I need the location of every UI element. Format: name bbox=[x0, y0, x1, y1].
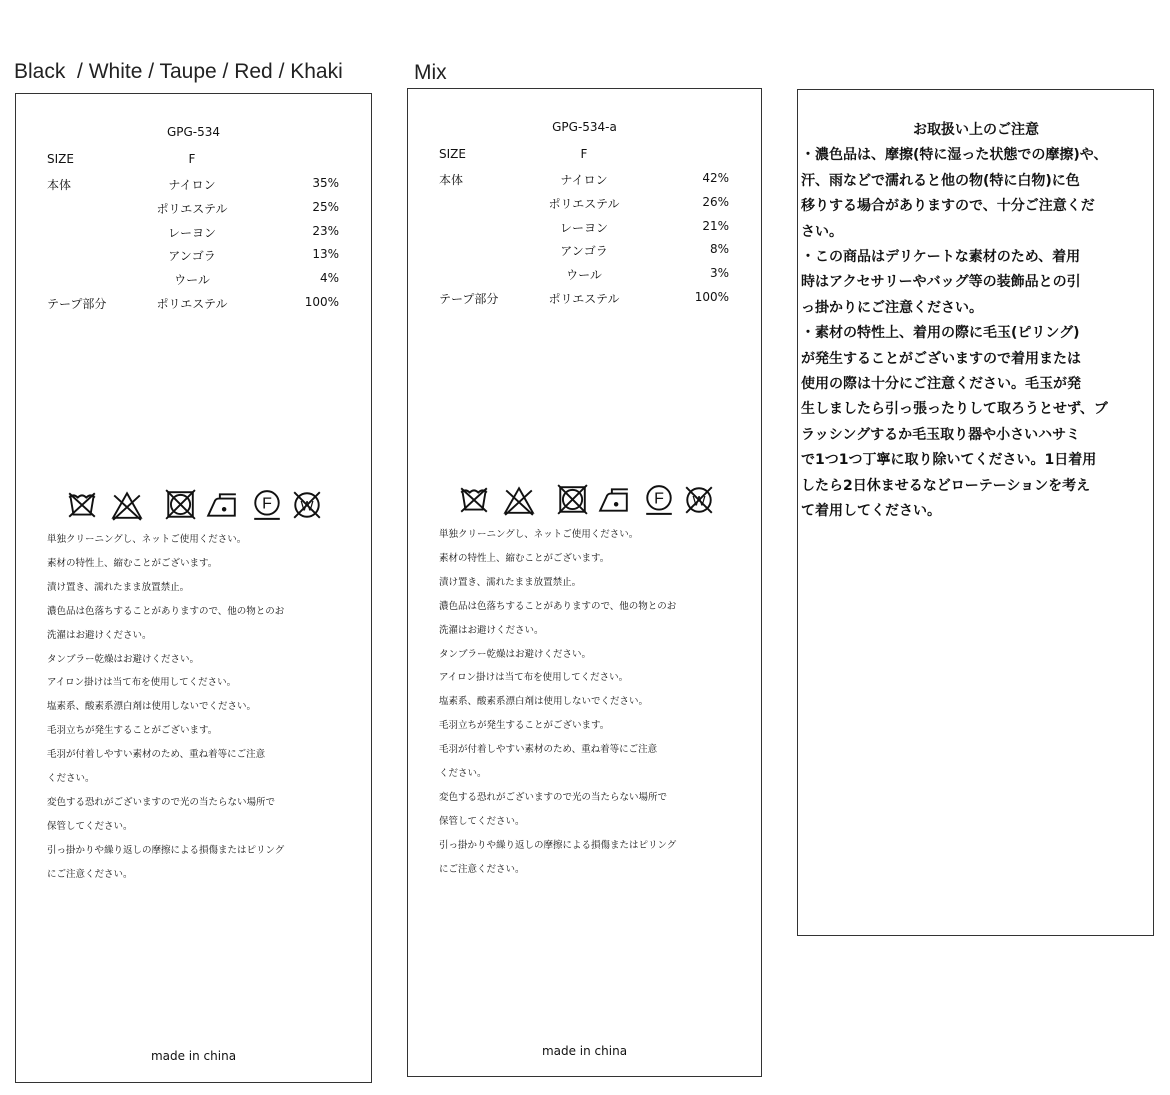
care-instruction: 素材の特性上、縮むことがございます。 bbox=[439, 552, 610, 564]
composition-percent: 21% bbox=[702, 218, 729, 233]
origin-text: made in china bbox=[541, 1044, 628, 1058]
care-instruction: 変色する恐れがございますので光の当たらない場所で bbox=[47, 796, 276, 808]
no-bleach-icon bbox=[503, 484, 535, 516]
care-instruction: 引っ掛かりや繰り返しの摩擦による損傷またはピリング bbox=[439, 839, 677, 851]
svg-text:F: F bbox=[654, 490, 664, 508]
composition-material: アンゴラ bbox=[560, 244, 608, 259]
care-instruction: 引っ掛かりや繰り返しの摩擦による損傷またはピリング bbox=[47, 844, 285, 856]
notice-line: ・素材の特性上、着用の際に毛玉(ピリング) bbox=[801, 325, 1080, 342]
composition-material: ポリエステル bbox=[156, 297, 228, 311]
dry-clean-f-icon bbox=[643, 484, 675, 516]
hand-wash-icon bbox=[458, 484, 490, 516]
composition-material: アンゴラ bbox=[168, 249, 216, 264]
size-value: F bbox=[188, 152, 196, 166]
care-instruction: 単独クリーニングし、ネットご使用ください。 bbox=[47, 534, 247, 545]
no-bleach-icon bbox=[111, 489, 143, 521]
notice-line: っ掛かりにご注意ください。 bbox=[801, 299, 983, 316]
size-label: SIZE bbox=[439, 147, 466, 161]
care-instruction: 毛羽が付着しやすい素材のため、重ね着等にご注意 bbox=[47, 749, 266, 761]
notice-line: 汗、雨などで濡れると他の物(特に白物)に色 bbox=[801, 172, 1080, 189]
notice-line: ラッシングするか毛玉取り器や小さいハサミ bbox=[801, 426, 1081, 443]
care-symbols-row bbox=[438, 484, 708, 518]
size-label: SIZE bbox=[47, 152, 74, 166]
notice-line: て着用してください。 bbox=[801, 503, 941, 520]
care-instruction: 毛羽立ちが発生することがございます。 bbox=[47, 725, 218, 737]
no-tumble-dry-icon bbox=[556, 484, 588, 516]
product-code: GPG-534-a bbox=[552, 120, 617, 134]
care-label-panel-mix bbox=[407, 88, 762, 1077]
no-wet-clean-icon bbox=[291, 489, 323, 521]
composition-percent: 42% bbox=[702, 171, 729, 185]
composition-percent: 100% bbox=[304, 295, 339, 309]
composition-material: ナイロン bbox=[168, 178, 216, 192]
composition-percent: 13% bbox=[312, 247, 339, 262]
mix-heading: Mix bbox=[414, 61, 447, 84]
composition-material: ナイロン bbox=[560, 173, 608, 187]
composition-material: ポリエステル bbox=[548, 196, 620, 211]
composition-percent: 4% bbox=[319, 271, 339, 286]
notice-line: さい。 bbox=[801, 223, 843, 240]
care-instruction: 濃色品は色落ちすることがありますので、他の物とのお bbox=[439, 600, 677, 612]
composition-material: ウール bbox=[566, 268, 602, 283]
iron-low-icon bbox=[598, 484, 630, 516]
iron-low-icon bbox=[206, 489, 238, 521]
care-instruction: 保管してください。 bbox=[47, 820, 133, 832]
composition-material: ウール bbox=[174, 273, 210, 288]
composition-percent: 26% bbox=[702, 194, 729, 209]
care-instruction: 変色する恐れがございますので光の当たらない場所で bbox=[439, 791, 668, 803]
care-instruction: 洗濯はお避けください。 bbox=[439, 624, 544, 636]
notice-line: したら2日休ませるなどローテーションを考え bbox=[801, 477, 1091, 494]
composition-part: テープ部分 bbox=[439, 292, 499, 306]
notice-line: 生しましたら引っ張ったりして取ろうとせず、ブ bbox=[801, 401, 1108, 418]
composition-percent: 3% bbox=[709, 266, 729, 281]
dry-clean-f-icon bbox=[251, 489, 283, 521]
care-instruction: アイロン掛けは当て布を使用してください。 bbox=[47, 677, 237, 689]
size-value: F bbox=[580, 147, 588, 161]
svg-text:W: W bbox=[692, 492, 706, 509]
care-instruction: 漬け置き、濡れたまま放置禁止。 bbox=[47, 581, 190, 593]
care-instruction: 毛羽が付着しやすい素材のため、重ね着等にご注意 bbox=[439, 744, 658, 756]
origin-text: made in china bbox=[150, 1049, 237, 1063]
care-instruction: 漬け置き、濡れたまま放置禁止。 bbox=[439, 576, 582, 588]
care-instruction: 塩素系、酸素系漂白剤は使用しないでください。 bbox=[47, 701, 257, 713]
hand-wash-icon bbox=[66, 489, 98, 521]
care-instruction: 単独クリーニングし、ネットご使用ください。 bbox=[439, 529, 639, 540]
care-instruction: ください。 bbox=[439, 768, 487, 779]
composition-percent: 25% bbox=[312, 199, 339, 214]
composition-material: レーヨン bbox=[167, 225, 216, 240]
product-code: GPG-534 bbox=[166, 125, 221, 139]
care-instruction: にご注意ください。 bbox=[439, 863, 525, 875]
no-tumble-dry-icon bbox=[164, 489, 196, 521]
care-instruction: タンブラー乾燥はお避けください。 bbox=[439, 648, 592, 660]
composition-part: 本体 bbox=[439, 173, 464, 187]
care-instruction: 洗濯はお避けください。 bbox=[47, 629, 152, 641]
notice-line: で1つ1つ丁寧に取り除いてください。1日着用 bbox=[801, 452, 1097, 469]
care-instruction: 塩素系、酸素系漂白剤は使用しないでください。 bbox=[439, 696, 649, 708]
care-symbols-row bbox=[46, 489, 316, 523]
notice-line: 移りする場合がありますので、十分ご注意くだ bbox=[801, 198, 1095, 215]
notice-line: 使用の際は十分にご注意ください。毛玉が発 bbox=[801, 376, 1081, 393]
svg-text:F: F bbox=[262, 495, 272, 513]
care-label-panel bbox=[15, 93, 372, 1083]
composition-percent: 23% bbox=[312, 223, 339, 238]
notice-line: 時はアクセサリーやバッグ等の装飾品との引 bbox=[801, 274, 1081, 291]
svg-text:W: W bbox=[300, 497, 314, 514]
care-instruction: タンブラー乾燥はお避けください。 bbox=[47, 653, 200, 665]
composition-percent: 35% bbox=[312, 176, 339, 190]
notice-line: ・この商品はデリケートな素材のため、着用 bbox=[801, 249, 1081, 266]
care-instruction: にご注意ください。 bbox=[47, 868, 133, 880]
colors-heading: Black / White / Taupe / Red / Khaki bbox=[14, 60, 343, 83]
notice-title: お取扱い上のご注意 bbox=[913, 122, 1039, 138]
notice-line: が発生することがございますので着用または bbox=[801, 350, 1081, 367]
notice-line: ・濃色品は、摩擦(特に湿った状態での摩擦)や、 bbox=[801, 147, 1108, 164]
care-instruction: 素材の特性上、縮むことがございます。 bbox=[47, 557, 218, 569]
care-instruction: 毛羽立ちが発生することがございます。 bbox=[439, 720, 610, 732]
composition-percent: 100% bbox=[694, 290, 729, 304]
care-instruction: ください。 bbox=[47, 773, 95, 784]
composition-part: テープ部分 bbox=[47, 297, 107, 311]
composition-percent: 8% bbox=[709, 242, 729, 257]
composition-part: 本体 bbox=[47, 178, 72, 192]
composition-material: レーヨン bbox=[559, 220, 608, 235]
no-wet-clean-icon bbox=[683, 484, 715, 516]
care-instruction: 濃色品は色落ちすることがありますので、他の物とのお bbox=[47, 605, 285, 617]
care-instruction: アイロン掛けは当て布を使用してください。 bbox=[439, 672, 629, 684]
composition-material: ポリエステル bbox=[156, 201, 228, 216]
composition-material: ポリエステル bbox=[548, 292, 620, 306]
handling-notice-panel bbox=[797, 89, 1154, 936]
care-instruction: 保管してください。 bbox=[439, 815, 525, 827]
